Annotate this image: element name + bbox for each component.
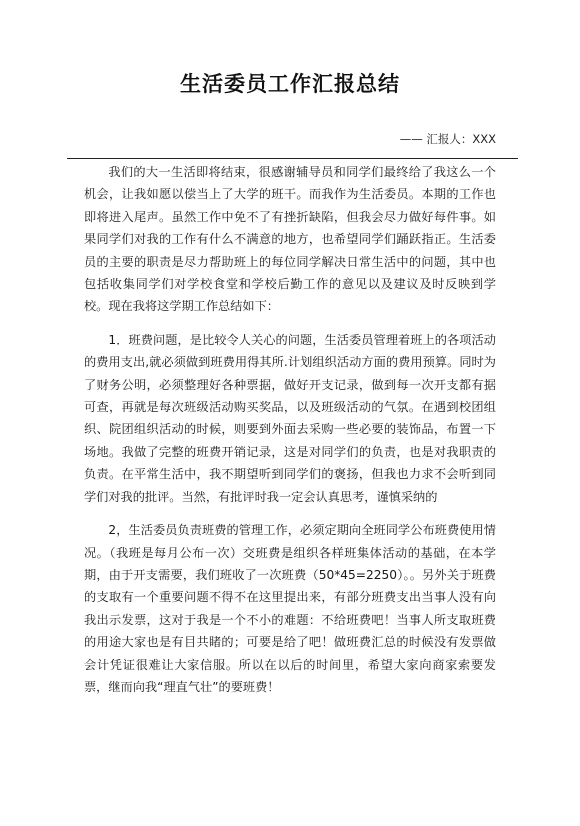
document-body	[84, 161, 496, 698]
paragraph-class-fee-issue: 1．班费问题，是比较令人关心的问题，生活委员管理着班上的各项活动的费用支出,就必须做到班费用得其所.计划组织活动方面的费用预算。同时为了财务公明，必须整理好各种票据，做好开支记录，做到每一次开支都有据可查，再就是每次班级活动购买奖品，以及班级活动的气氛。在遇到校团组织、院团组织活动的时候，则要到外面去采购一些必要的装饰品，布置一下场地。我做了完整的班费开销记录，这是对同学们的负责，也是对我职责的负责。在平常生活中，我不期望听到同学们的褒扬，但我也力求不会听到同学们对我的批评。当然，有批评时我一定会认真思考，谨慎采纳的	[84, 332, 496, 504]
document-title: 生活委员工作汇报总结	[180, 71, 400, 96]
paragraph-intro: 我们的大一生活即将结束，很感谢辅导员和同学们最终给了我这么一个机会，让我如愿以偿当上了大学的班干。而我作为生活委员。本期的工作也即将进入尾声。虽然工作中免不了有挫折缺陷，但我会尽力做好每件事。如果同学们对我的工作有什么不满意的地方，也希望同学们踊跃指正。生活委员的主要的职责是尽力帮助班上的每位同学解决日常生活中的问题，其中也包括收集同学们对学校食堂和学校后勤工作的意见以及建议及时反映到学校。现在我将这学期工作总结如下：	[84, 165, 496, 314]
title-divider	[67, 158, 518, 159]
reporter-line: —— 汇报人：XXX	[399, 132, 496, 146]
paragraph-class-fee-management: 2，生活委员负责班费的管理工作，必须定期向全班同学公布班费使用情况。（我班是每月公布一次）交班费是组织各样班集体活动的基础，在本学期，由于开支需要，我们班收了一次班费（50*45=2250）。。另外关于班费的支取有一个重要问题不得不在这里提出来，有部分班费支出当事人没有向我出示发票，这对于我是一个不小的难题：不给班费吧！当事人所支取班费的用途大家也是有目共睹的；可要是给了吧！做班费汇总的时候没有发票做会计凭证很难让大家信服。所以在以后的时间里，希望大家向商家索要发票，继而向我“理直气壮”的要班费！	[84, 523, 496, 694]
